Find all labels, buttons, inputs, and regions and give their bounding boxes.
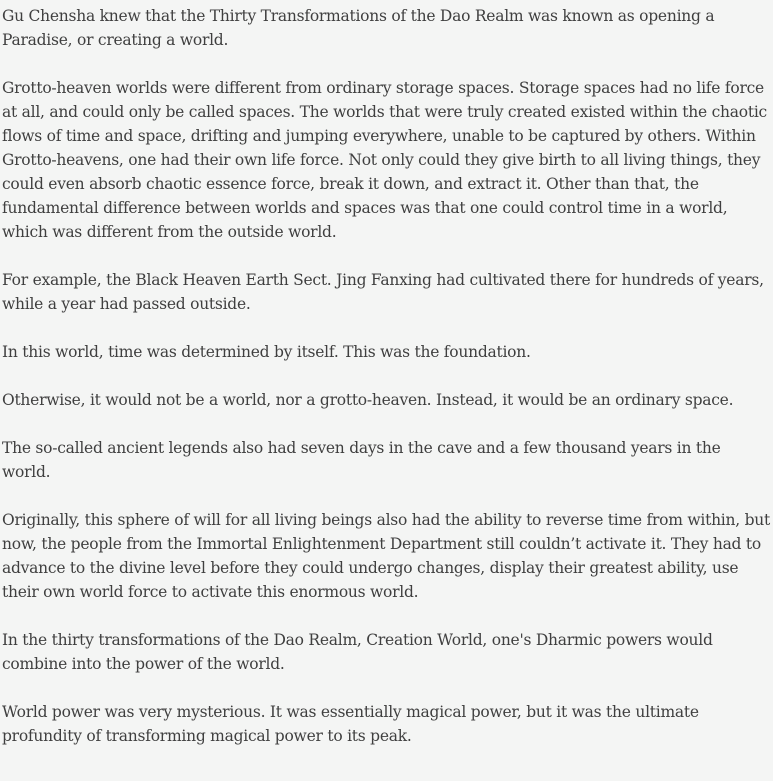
- paragraph: Otherwise, it would not be a world, nor a grotto-heaven. Instead, it would be an ordinary space.: [2, 391, 734, 409]
- paragraph: In the thirty transformations of the Dao Realm, Creation World, one's Dharmic powers would combine into the power of the world.: [2, 631, 713, 673]
- paragraph: World power was very mysterious. It was essentially magical power, but it was the ultimate profundity of transforming magical power to its peak.: [2, 703, 699, 745]
- paragraph: For example, the Black Heaven Earth Sect. Jing Fanxing had cultivated there for hundreds of years, while a year had passed outside.: [2, 271, 764, 313]
- paragraph: In this world, time was determined by itself. This was the foundation.: [2, 343, 531, 361]
- paragraph: The so-called ancient legends also had seven days in the cave and a few thousand years in the world.: [2, 439, 721, 481]
- paragraph: Originally, this sphere of will for all living beings also had the ability to reverse time from within, but now, the people from the Immortal Enlightenment Department still couldn’t activate it. They had to advance to the divine level before they could undergo changes, display their greatest ability, use their own world force to activate this enormous world.: [2, 511, 770, 601]
- paragraph: Gu Chensha knew that the Thirty Transformations of the Dao Realm was known as opening a Paradise, or creating a world.: [2, 7, 715, 49]
- paragraph: Grotto-heaven worlds were different from ordinary storage spaces. Storage spaces had no life force at all, and could only be called spaces. The worlds that were truly created existed within the chaotic flows of time and space, drifting and jumping everywhere, unable to be captured by others. Within Grotto-heavens, one had their own life force. Not only could they give birth to all living things, they could even absorb chaotic essence force, break it down, and extract it. Other than that, the fundamental difference between worlds and spaces was that one could control time in a world, which was different from the outside world.: [2, 79, 767, 241]
